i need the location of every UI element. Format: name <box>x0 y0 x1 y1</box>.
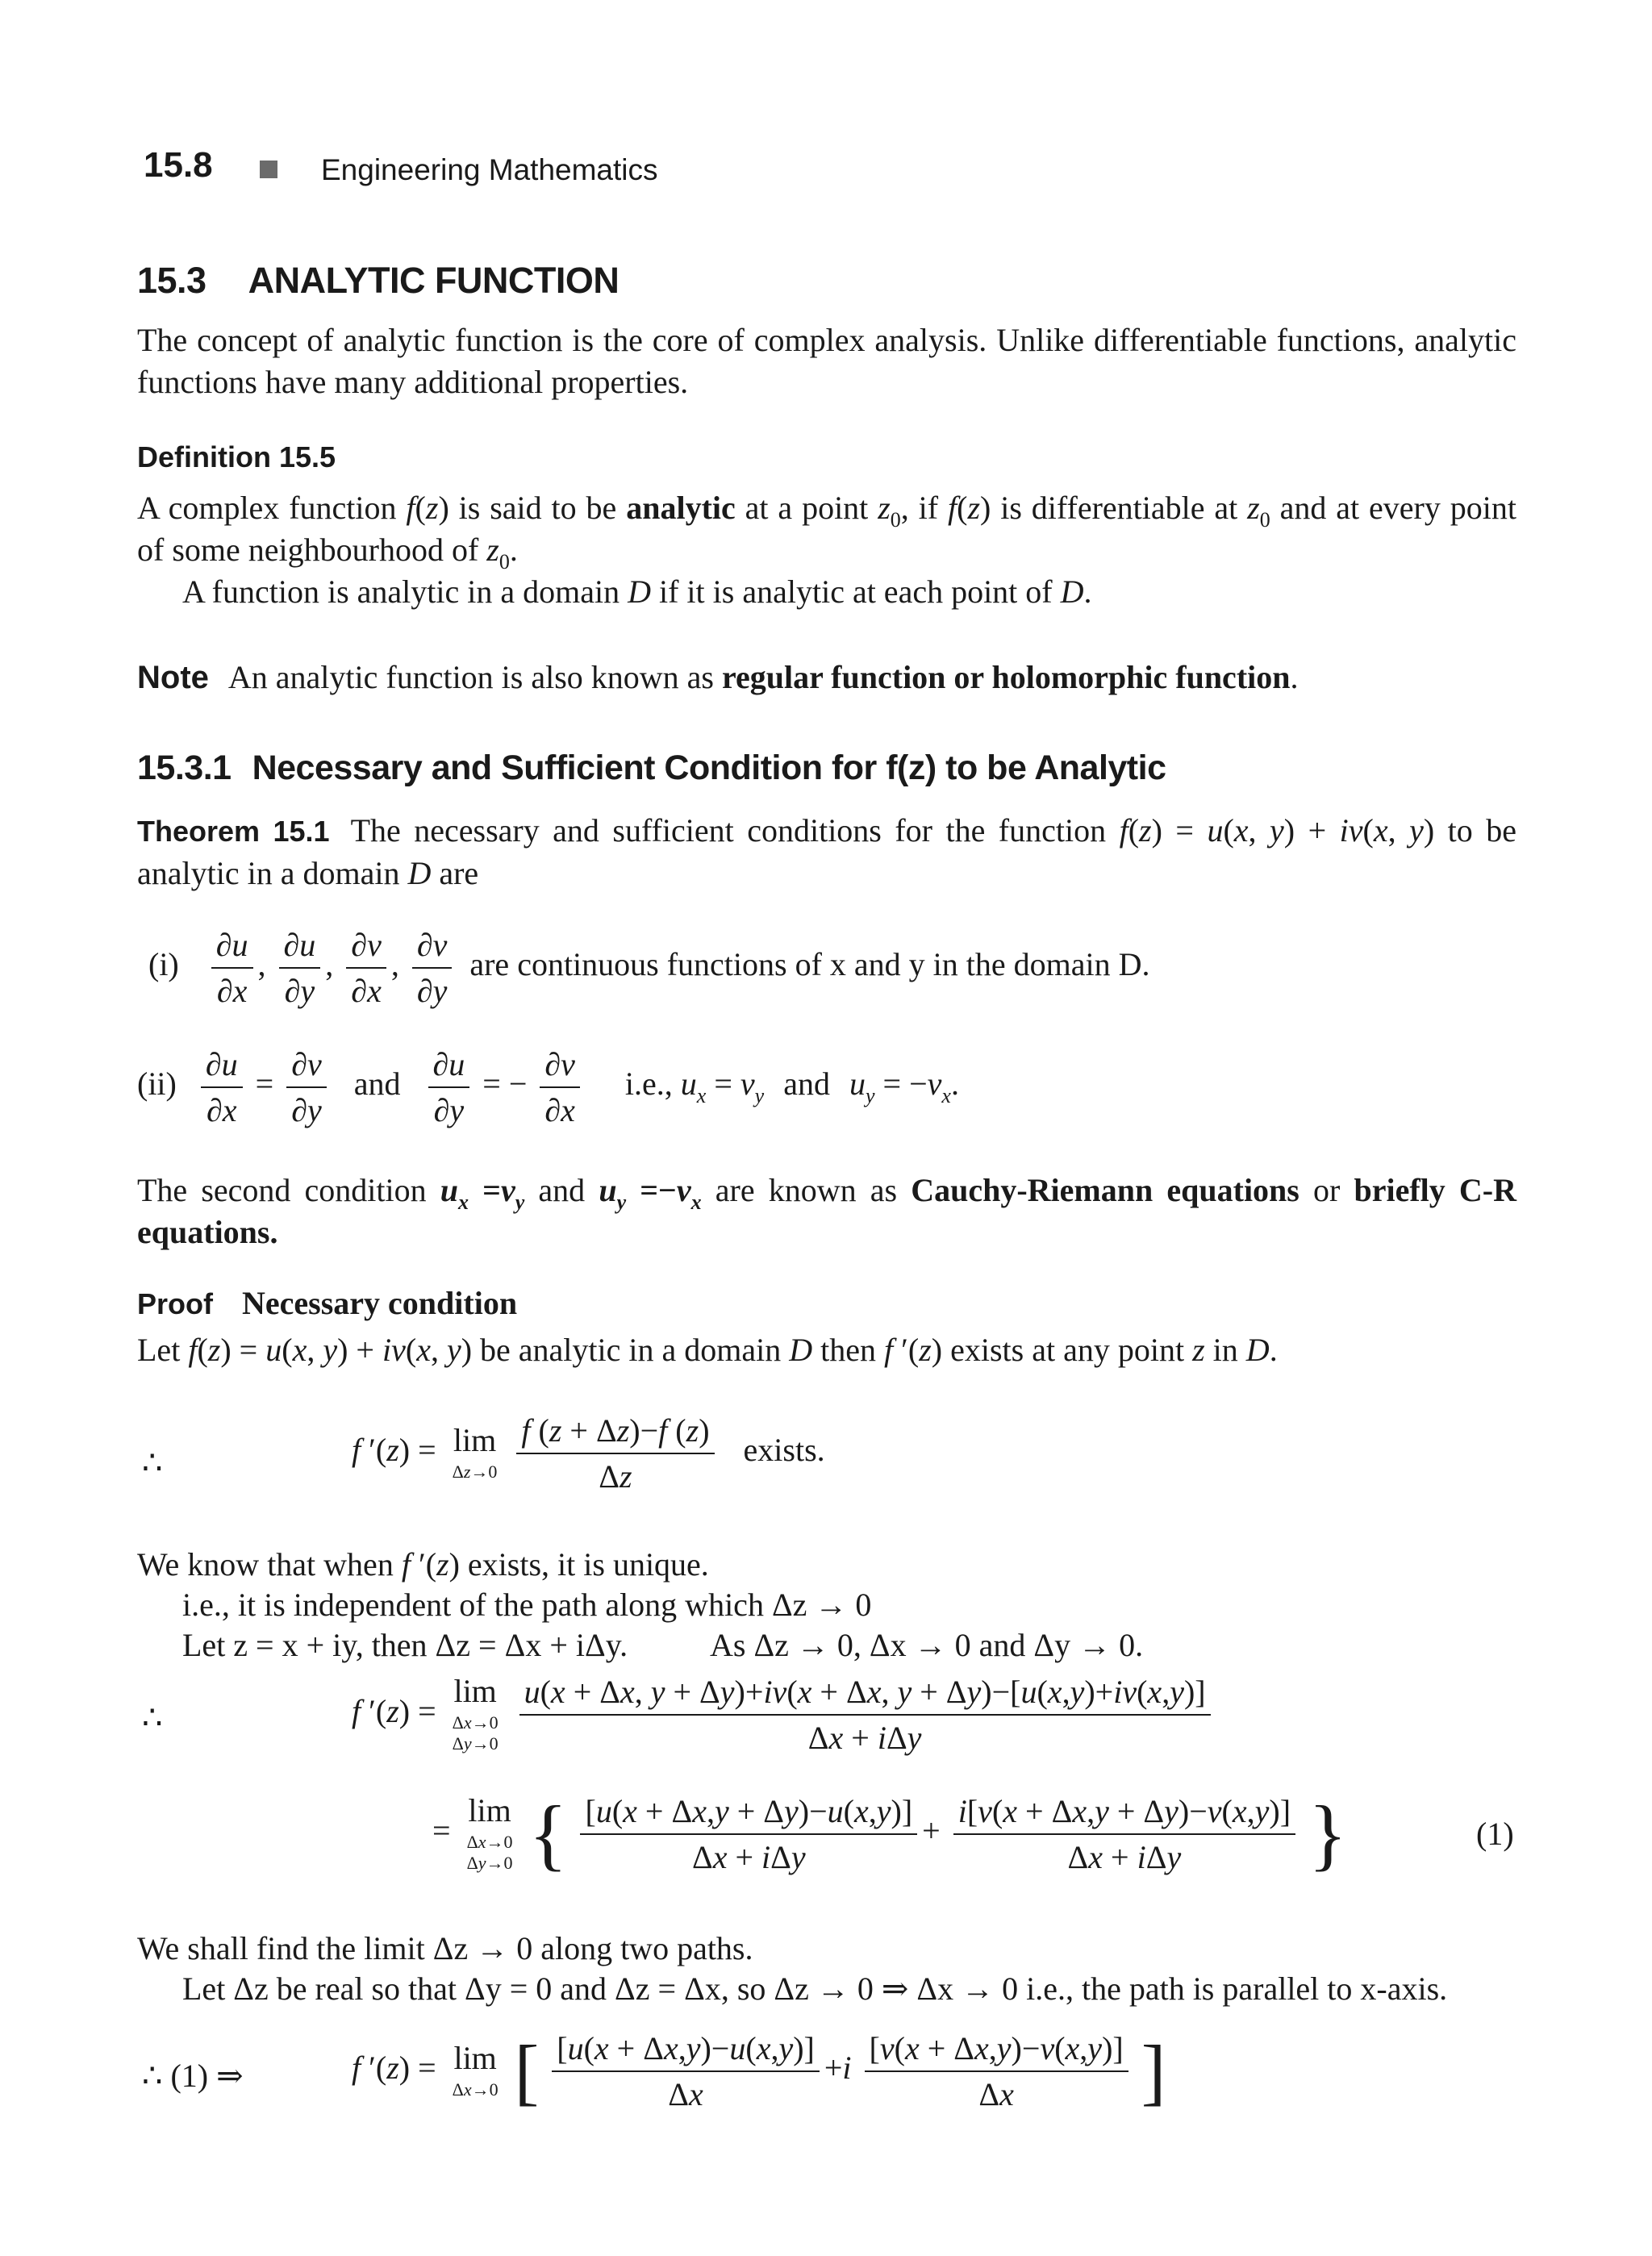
two-paths-line: We shall find the limit Δz → 0 along two paths. <box>137 1930 753 1966</box>
theorem-label: Theorem 15.1 <box>137 815 330 848</box>
condition-i: (i) $\frac{\partial u}{\partial x}$ , $\frac{\partial u}{\partial y}$ , $\frac{\partial v}{\partial x}$ , $\frac{\partial v}{\partial y}$ are continuous functions of x and y in the domain D. <box>148 927 1150 1009</box>
theorem-statement: Theorem 15.1 The necessary and sufficient conditions for the function f(z) = u(x, y) + iv(x, y) to be analytic in a domain D are <box>137 812 1516 891</box>
definition-label: Definition 15.5 <box>137 440 336 473</box>
subsection-number: 15.3.1 <box>137 749 232 787</box>
note-bold: regular function or holomorphic function <box>722 659 1291 695</box>
def-text-f: and at every point of some neighbourhood of <box>137 490 1516 568</box>
therefore-2: ∴ <box>142 1699 163 1736</box>
dv-dy-fraction: $\frac{\partial v}{\partial y}$ <box>412 926 453 1010</box>
condition-ii: (ii) $\frac{\partial u}{\partial x}$ = $\frac{\partial v}{\partial y}$ and $\frac{\partial u}{\partial y}$ = − $\frac{\partial v}{\partial x}$ i.e., $u_x = v_y$ and $u_y = -v_x$. <box>137 1046 959 1128</box>
theorem-text-b: to be analytic in a domain <box>137 812 1516 891</box>
cr-paragraph: The second condition $u_x =v_y$ and $u_y =-v_x$ are known as Cauchy-Riemann equations or briefly C-R equations. <box>137 1172 1517 1250</box>
limit-expression-2: = lim Δx→0 Δy→0 { $\frac{[u(x + \Delta x,y + \Delta y)-u(x,y)]}{\text{Δx + iΔy}}$ + $\frac{i[v(x + \Delta x,y + \Delta y)-v(x,y)]}{\text{Δx + iΔy}}$ } <box>432 1789 1348 1879</box>
note-line: Note An analytic function is also known as regular function or holomorphic function. <box>137 659 1299 695</box>
unique-line: We know that when f ′(z) exists, it is unique. <box>137 1546 709 1583</box>
cond1-marker: (i) <box>148 946 179 983</box>
proof-title: Necessary condition <box>242 1285 518 1321</box>
du-dy-fraction: $\frac{\partial u}{\partial y}$ <box>279 926 321 1010</box>
implies-label: ∴ (1) ⇒ <box>142 2058 244 2094</box>
book-title: Engineering Mathematics <box>321 153 658 186</box>
equation-number-1: (1) <box>1476 1816 1514 1852</box>
definition-text: A complex function f(z) is said to be analytic at a point $z_0$, if f(z) is differentiable at $z_0$ and at every point of some neighbourhood of $z_0$. <box>137 490 1516 573</box>
therefore-1: ∴ <box>142 1445 163 1481</box>
section-title: ANALYTIC FUNCTION <box>248 260 620 301</box>
subsection-title: Necessary and Sufficient Condition for f(z) to be Analytic <box>252 749 1166 787</box>
let-z-line: Let z = x + iy, then Δz = Δx + iΔy. <box>182 1627 628 1663</box>
derivative-definition: f ′(z) = lim Δz→0 $\frac{f (z + \Delta z)-f (z)}{\Delta z}$ exists. <box>352 1412 825 1495</box>
cond2-ie: i.e., <box>624 1065 673 1103</box>
cr-bold-a: Cauchy-Riemann equations <box>911 1172 1299 1208</box>
cond2-and: and <box>353 1065 401 1103</box>
real-dz-line: Let Δz be real so that Δy = 0 and Δz = Δx, so Δz → 0 ⇒ Δx → 0 i.e., the path is parallel to x-axis. <box>182 1970 1448 2007</box>
section-intro: The concept of analytic function is the core of complex analysis. Unlike differentiable functions, analytic functions have many additional properties. <box>137 322 1516 400</box>
cr-text-d: or <box>1313 1172 1341 1208</box>
note-label: Note <box>137 660 209 695</box>
cond1-text: are continuous functions of x and y in the domain D. <box>469 946 1150 983</box>
cr-text-c: are known as <box>715 1172 898 1208</box>
theorem-text-c: are <box>431 855 479 891</box>
subsection-heading <box>137 749 1166 788</box>
def-text-a: A complex function <box>137 490 407 526</box>
du-dx-fraction: $\frac{\partial u}{\partial x}$ <box>211 926 253 1010</box>
theorem-text-a: The necessary and sufficient conditions for the function <box>350 812 1120 849</box>
def-text-c: at a point <box>735 490 878 526</box>
proof-heading <box>137 1284 517 1322</box>
independent-line: i.e., it is independent of the path along which Δz → 0 <box>182 1587 872 1623</box>
limit-expression-1: f ′(z) = lim Δx→0 Δy→0 $\frac{u(x + \Delta x, y + \Delta y)+iv(x + \Delta x, y + \Delta y)-[u(x,y)+iv(x,y)]}{\text{Δx + iΔy}}$ <box>352 1673 1216 1757</box>
dv-dx-fraction: $\frac{\partial v}{\partial x}$ <box>346 926 386 1010</box>
def-text-d: , if <box>900 490 948 526</box>
cr-text-a: The second condition <box>137 1172 427 1208</box>
def-bold-analytic: analytic <box>626 490 736 526</box>
page-number: 15.8 <box>144 145 213 185</box>
definition-domain-text: A function is analytic in a domain D if it is analytic at each point of D. <box>182 573 1092 610</box>
def-text-b: is said to be <box>448 490 627 526</box>
header-square-bullet <box>260 161 277 178</box>
def-second-a: A function is analytic in a domain <box>182 573 628 610</box>
def-text-e: is differentiable at <box>991 490 1248 526</box>
note-text: An analytic function is also known as <box>227 659 722 695</box>
as-dz-line: As Δz → 0, Δx → 0 and Δy → 0. <box>710 1627 1144 1663</box>
section-heading <box>137 260 619 302</box>
section-number: 15.3 <box>137 260 206 301</box>
def-second-b: if it is analytic at each point of <box>651 573 1061 610</box>
proof-label: Proof <box>137 1287 213 1320</box>
proof-line-1: Let f(z) = u(x, y) + iv(x, y) be analytic in a domain D then f ′(z) exists at any point z in D. <box>137 1332 1278 1368</box>
cr-bold-b: briefly C-R equations. <box>137 1172 1517 1250</box>
limit-expression-x-path: f ′(z) = lim Δx→0 [ $\frac{[u(x + \Delta x,y)-u(x,y)]}{\Delta x}$ +i $\frac{[v(x + \Delta x,y)-v(x,y)]}{\Delta x}$ ] <box>352 2030 1166 2112</box>
cond2-marker: (ii) <box>137 1065 177 1103</box>
exists-word: exists. <box>743 1432 825 1469</box>
cr-text-b: and <box>538 1172 586 1208</box>
